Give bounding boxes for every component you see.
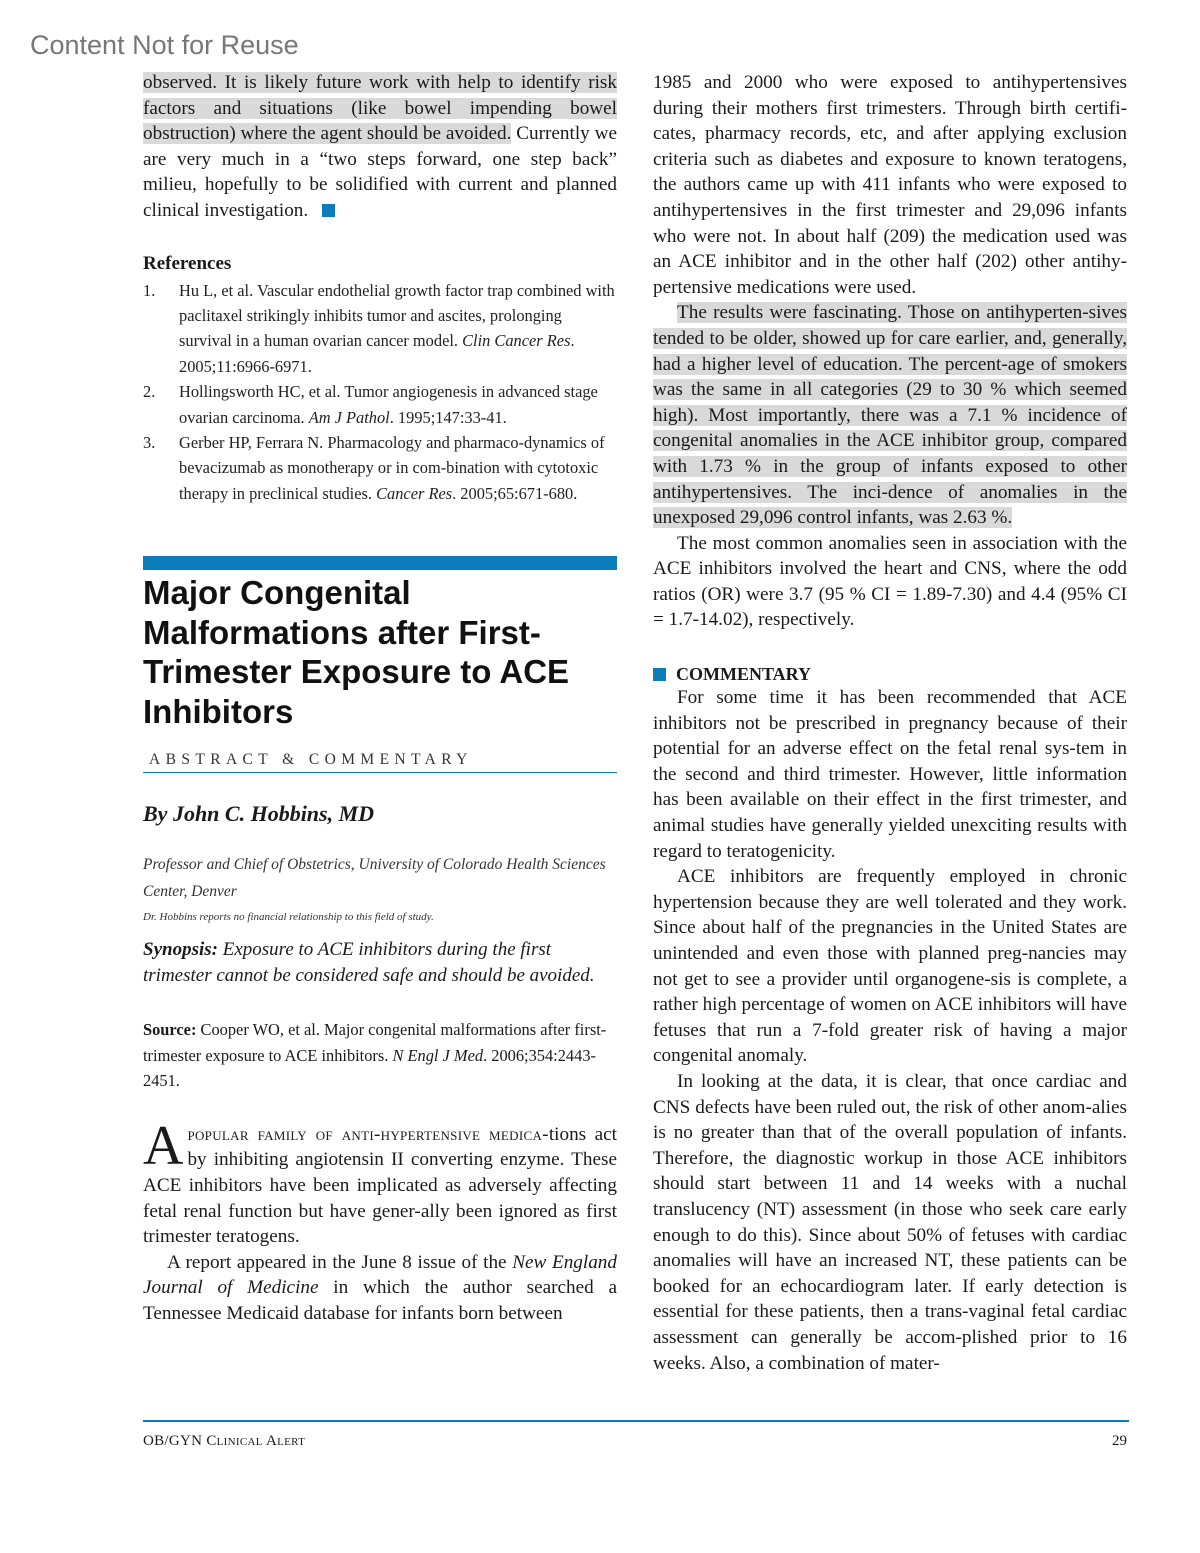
reference-cite: . 1995;147:33-41. (389, 407, 507, 427)
body-text: A report appeared in the June 8 issue of the (167, 1251, 513, 1273)
source-cite: . 2006;354:2443-2451. (143, 1045, 596, 1091)
reference-journal: Cancer Res (376, 483, 453, 503)
reference-journal: Am J Pathol (308, 407, 390, 427)
commentary-heading-text: COMMENTARY (676, 664, 812, 685)
highlighted-text: observed. It is likely future work with help to identify risk factors and situations (like bowel impending bowel obstruction) where the agent should be avoided. (143, 72, 617, 145)
author-affiliation: Professor and Chief of Obstetrics, University of Colorado Health Sciences Center, Denver (143, 856, 606, 901)
disclosure-note: Dr. Hobbins reports no financial relationship to this field of study. (143, 911, 434, 924)
article-kicker: ABSTRACT & COMMENTARY (143, 751, 617, 773)
section-square-icon (653, 668, 666, 681)
source-citation (143, 1017, 617, 1094)
commentary-paragraph: In looking at the data, it is clear, that once cardiac and CNS defects have been ruled out, the risk of other anom-alies is no greater than that of the overall population of infants. Therefore, the diagnostic workup in those ACE inhibitors should start between 11 and 14 weeks with a nuchal translucency (NT) assessment (in those who seek care early enough to do this). Since about 50% of fetuses with cardiac anomalies will have an increased NT, these patients can be booked for an echocardiogram later. If early detection is essential for these patients, then a trans-vaginal fetal cardiac assessment can generally be accom-plished prior to 16 weeks. Also, a combination of mater- (653, 1070, 1127, 1374)
body-paragraph: 1985 and 2000 who were exposed to antihypertensives during their mothers first trimesters. Through birth certifi-cates, pharmacy records, etc, and after applying exclusion criteria such as diabetes and exposure to known teratogens, the authors came up with 411 infants who were exposed to antihypertensives in the first trimester and 29,096 infants who were not. In about half (209) the medication used was an ACE inhibitor and in the other half (202) other antihy-pertensive medications were used. (653, 72, 1127, 298)
reference-journal: Clin Cancer Res (462, 331, 571, 351)
footer-rule (143, 1420, 1129, 1422)
references-list (143, 278, 617, 507)
commentary-paragraph: ACE inhibitors are frequently employed in chronic hypertension because they are well tolerated and they work. Since about half of the pregnancies in the United States are unintended and even those with planned preg-nancies may not get to see a provider until organogene-sis is complete, a rather high percentage of women on ACE inhibitors will have fetuses that run a 7-fold greater risk of having a major congenital anomaly. (653, 866, 1127, 1067)
author-byline: By John C. Hobbins, MD (143, 801, 375, 827)
reference-text: Gerber HP, Ferrara N. Pharmacology and pharmaco-dynamics of bevacizumab as monotherapy or in com-bination with cytotoxic therapy in preclinical studies. (179, 433, 605, 503)
source-label: Source: (143, 1020, 197, 1040)
intro-small-caps: popular family of anti-hypertensive medica- (187, 1123, 549, 1145)
reference-item (143, 278, 617, 380)
body-text: in which the author searched a Tennessee Medicaid database for infants born between (143, 1277, 618, 1324)
article-title: Major Congenital Malformations after First-Trimester Exposure to ACE Inhibitors (143, 574, 570, 730)
continuation-paragraph (143, 70, 617, 224)
results-paragraph (653, 300, 1127, 530)
reference-text: Hollingsworth HC, et al. Tumor angiogenesis in advanced stage ovarian carcinoma. (179, 382, 598, 427)
intro-text: tions act by inhibiting angiotensin II converting enzyme. These ACE inhibitors have been implicated as adversely affecting fetal renal function but have gener-ally been ignored as first trimester teratogens. (143, 1123, 617, 1248)
highlighted-text: The results were fascinating. Those on antihyperten-sives tended to be older, showed up for care earlier, and, generally, had a higher level of education. The percent-age of smokers was the same in all categories (29 to 30 % which seemed high). Most importantly, there was a 7.1 % incidence of congenital anomalies in the ACE inhibitor group, compared with 1.73 % in the group of infants exposed to other antihypertensives. The inci-dence of anomalies in the unexposed 29,096 control infants, was 2.63 %. (653, 302, 1127, 529)
body-paragraph (143, 1250, 617, 1327)
reference-cite: . 2005;11:6966-6971. (179, 331, 575, 376)
continuation-rest: Currently we are very much in a “two steps forward, one step back” milieu, hopefully to be solidified with current and planned clinical investigation. (143, 123, 617, 221)
synopsis-text: Exposure to ACE inhibitors during the first trimester cannot be considered safe and should be avoided. (143, 939, 595, 987)
body-paragraph: The most common anomalies seen in association with the ACE inhibitors involved the heart and CNS, where the odd ratios (OR) were 3.7 (95 % CI = 1.89-7.30) and 4.4 (95% CI = 1.7-14.02), respectively. (653, 532, 1127, 631)
synopsis (143, 937, 617, 989)
drop-cap: A (143, 1114, 184, 1177)
reference-text: Hu L, et al. Vascular endothelial growth factor trap combined with paclitaxel strikingly inhibits tumor and ascites, prolonging survival in a human ovarian cancer model. (179, 280, 615, 351)
references-heading: References (143, 252, 232, 274)
reference-number: 2. (143, 382, 156, 402)
journal-name: New England Journal of Medicine (143, 1251, 617, 1299)
end-of-article-square-icon (322, 204, 335, 217)
commentary-heading (653, 664, 1127, 685)
footer-publication: OB/GYN Clinical Alert (143, 1433, 306, 1449)
source-journal: N Engl J Med (392, 1045, 484, 1065)
reference-cite: . 2005;65:671-680. (452, 483, 578, 503)
article-divider-bar (143, 556, 617, 570)
right-column (653, 70, 1127, 1376)
source-text: Cooper WO, et al. Major congenital malformations after first-trimester exposure to ACE inhibitors. (143, 1020, 607, 1065)
reference-number: 1. (143, 280, 156, 300)
intro-paragraph (143, 1114, 617, 1250)
reference-item (143, 430, 617, 506)
reference-item (143, 379, 617, 430)
synopsis-label: Synopsis: (143, 939, 218, 961)
left-column (143, 70, 617, 1326)
reference-number: 3. (143, 433, 156, 452)
watermark-text: Content Not for Reuse (30, 30, 299, 60)
commentary-paragraph: For some time it has been recommended that ACE inhibitors not be prescribed in pregnancy because of their potential for an adverse effect on the fetal renal sys-tem in the second and third trimester. However, little information has been available on their effect in the first trimester, and animal studies have generally yielded unexciting results with regard to teratogenicity. (653, 687, 1127, 862)
page-number: 29 (1112, 1433, 1127, 1449)
